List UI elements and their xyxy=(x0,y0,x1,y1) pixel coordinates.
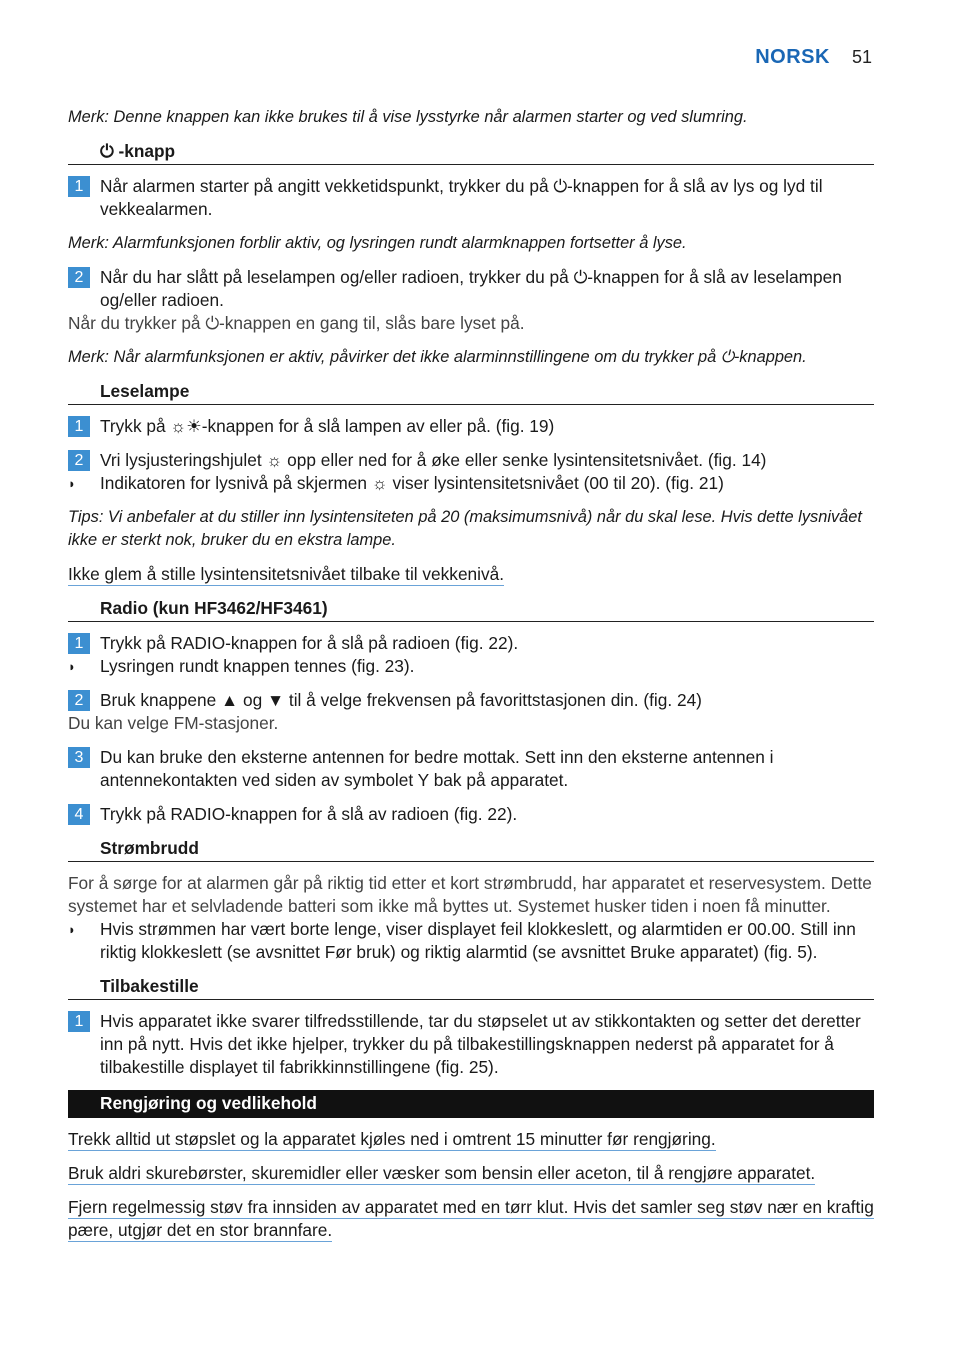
step-number: 1 xyxy=(68,416,90,437)
bullet-text: Lysringen rundt knappen tennes (fig. 23). xyxy=(100,656,415,676)
step-text: Når alarmen starter på angitt vekketidspunkt, trykker du på ⏻-knappen for å slå av lys og lyd til vekkealarmen. xyxy=(100,176,823,219)
warning-text: Fjern regelmessig støv fra innsiden av apparatet med en tørr klut. Hvis det samler seg støv nær en kraftig pære, utgjør det en stor brannfare. xyxy=(68,1197,874,1240)
step-number: 1 xyxy=(68,633,90,654)
warning-text: Trekk alltid ut støpslet og la apparatet kjøles ned i omtrent 15 minutter før rengjøring. xyxy=(68,1129,716,1149)
bullet-marker-icon: ◗ xyxy=(68,659,76,674)
step xyxy=(68,632,874,655)
step-text: Hvis apparatet ikke svarer tilfredsstillende, tar du støpselet ut av stikkontakten og setter det deretter inn på nytt. Hvis det ikke hjelper, trykker du på tilbakestillingsknappen nederst på apparatet for å tilbakestille displayet til fabrikkinnstillingene (fig. 25). xyxy=(100,1011,861,1077)
result-bullet xyxy=(68,655,874,678)
note: Merk: Denne knappen kan ikke brukes til å vise lysstyrke når alarmen starter og ved slumring. xyxy=(68,108,748,126)
step-text: Når du har slått på leselampen og/eller radioen, trykker du på ⏻-knappen for å slå av leselampen og/eller radioen. xyxy=(100,267,842,310)
step-number: 2 xyxy=(68,450,90,471)
step xyxy=(68,1010,874,1079)
bullet-text: Indikatoren for lysnivå på skjermen ☼ viser lysintensitetsnivået (00 til 20). (fig. 21) xyxy=(100,473,724,493)
bullet-marker-icon: ◗ xyxy=(68,476,76,491)
section-heading-reset: Tilbakestille xyxy=(68,975,874,1000)
tip: Tips: Vi anbefaler at du stiller inn lysintensiteten på 20 (maksimumsnivå) når du skal lese. Hvis dette lysnivået ikke er sterkt nok, bruker du en ekstra lampe. xyxy=(68,508,862,549)
info-text: Du kan velge FM-stasjoner. xyxy=(68,713,279,733)
step xyxy=(68,266,874,312)
step-number: 2 xyxy=(68,690,90,711)
step-number: 2 xyxy=(68,267,90,288)
page-number: 51 xyxy=(851,47,872,67)
info-text: For å sørge for at alarmen går på riktig tid etter et kort strømbrudd, har apparatet et reservesystem. Dette systemet har et selvladende batteri som ikke må byttes ut. Systemet husker tiden i noen få minutter. xyxy=(68,873,872,916)
step-text: Du kan bruke den eksterne antennen for bedre mottak. Sett inn den eksterne antennen i antennekontakten ved siden av symbolet Y bak på apparatet. xyxy=(100,747,774,790)
bullet-text: Hvis strømmen har vært borte lenge, viser displayet feil klokkeslett, og alarmtiden er 00.00. Still inn riktig klokkeslett (se avsnittet Før bruk) og riktig alarmtid (se avsnittet Bruke apparatet) (fig. 5). xyxy=(100,919,856,962)
step xyxy=(68,415,874,438)
warning-paragraph xyxy=(68,1162,874,1185)
step-text: Bruk knappene ▲ og ▼ til å velge frekvensen på favorittstasjonen din. (fig. 24) xyxy=(100,690,702,710)
note: Merk: Alarmfunksjonen forblir aktiv, og lysringen rundt alarmknappen fortsetter å lyse. xyxy=(68,234,687,252)
result-bullet xyxy=(68,472,874,495)
step-text: Trykk på RADIO-knappen for å slå av radioen (fig. 22). xyxy=(100,804,518,824)
step xyxy=(68,746,874,792)
language-label: NORSK xyxy=(755,46,830,68)
step xyxy=(68,449,874,472)
warning-text: Ikke glem å stille lysintensitetsnivået tilbake til vekkenivå. xyxy=(68,564,505,584)
warning-paragraph xyxy=(68,1128,874,1151)
section-heading-power-button: ⏻ -knapp xyxy=(68,140,874,165)
section-heading-power-failure: Strømbrudd xyxy=(68,837,874,862)
note: Merk: Når alarmfunksjonen er aktiv, påvirker det ikke alarminnstillingene om du trykker på ⏻-knappen. xyxy=(68,348,807,366)
section-heading-reading-lamp: Leselampe xyxy=(68,380,874,405)
step-number: 1 xyxy=(68,1011,90,1032)
step-text: Trykk på RADIO-knappen for å slå på radioen (fig. 22). xyxy=(100,633,519,653)
section-heading-radio: Radio (kun HF3462/HF3461) xyxy=(68,597,874,622)
warning-paragraph xyxy=(68,1196,874,1242)
step xyxy=(68,803,874,826)
chapter-heading-cleaning: Rengjøring og vedlikehold xyxy=(68,1090,874,1118)
page-header xyxy=(755,46,872,69)
step-number: 1 xyxy=(68,176,90,197)
step-number: 3 xyxy=(68,747,90,768)
step-text: Vri lysjusteringshjulet ☼ opp eller ned for å øke eller senke lysintensitetsnivået. (fig. 14) xyxy=(100,450,767,470)
warning-paragraph xyxy=(68,563,874,586)
step-text: Trykk på ☼☀-knappen for å slå lampen av eller på. (fig. 19) xyxy=(100,416,555,436)
info-text: Når du trykker på ⏻-knappen en gang til, slås bare lyset på. xyxy=(68,313,525,333)
warning-text: Bruk aldri skurebørster, skuremidler eller væsker som bensin eller aceton, til å rengjøre apparatet. xyxy=(68,1163,816,1183)
result-bullet xyxy=(68,918,874,964)
bullet-marker-icon: ◗ xyxy=(68,922,76,937)
step xyxy=(68,175,874,221)
step-number: 4 xyxy=(68,804,90,825)
page-content xyxy=(68,106,874,1253)
step xyxy=(68,689,874,712)
